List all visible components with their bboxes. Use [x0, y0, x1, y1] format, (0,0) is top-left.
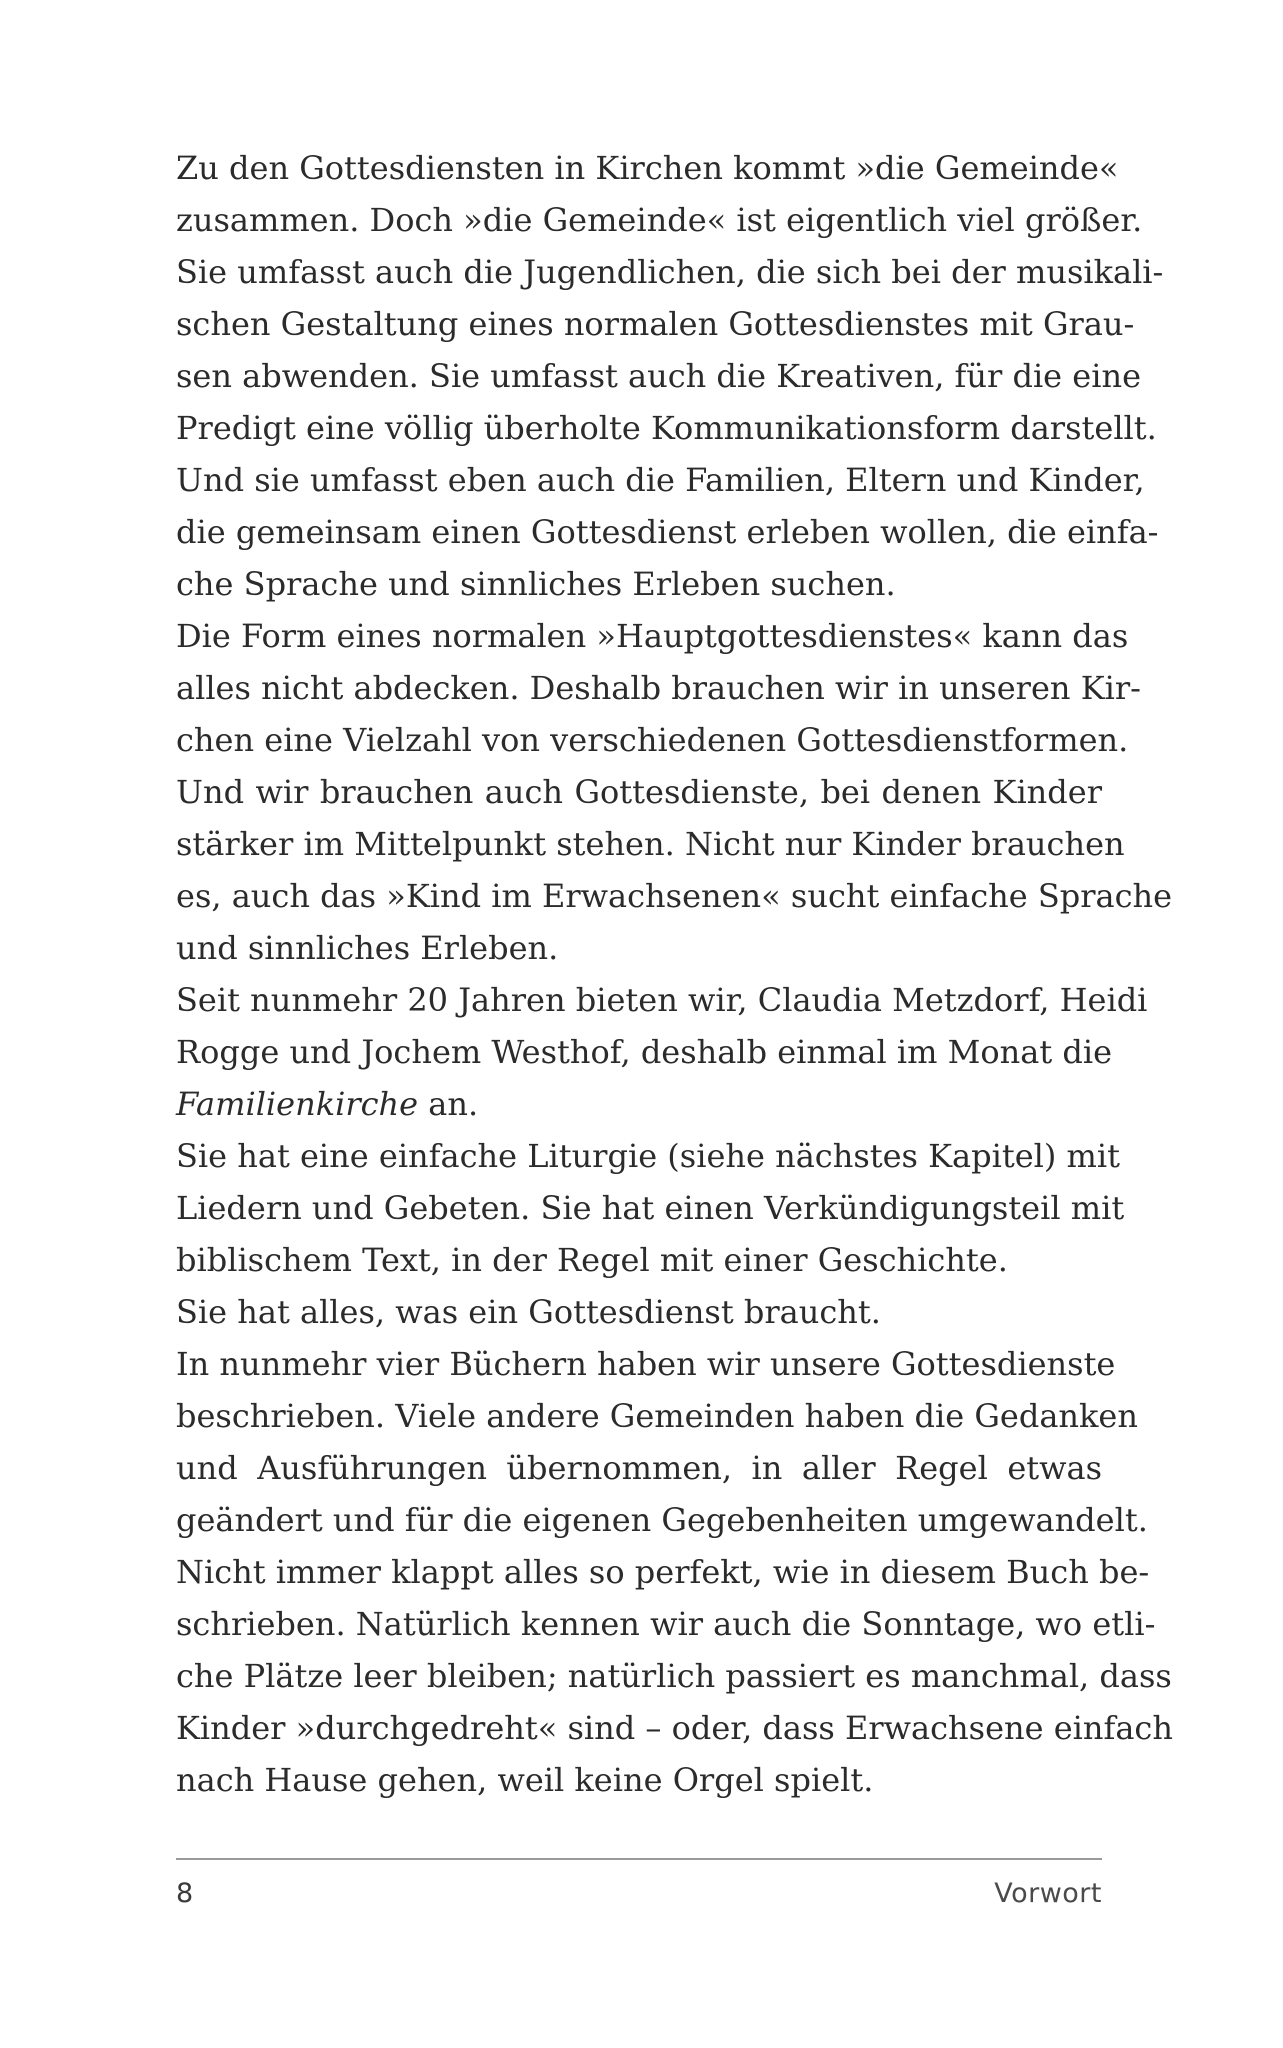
footer-divider	[176, 1858, 1102, 1860]
text-line: schen Gestaltung eines normalen Gottesdienstes mit Grau-	[176, 305, 1135, 343]
text-line: Predigt eine völlig überholte Kommunikationsform darstellt.	[176, 409, 1157, 447]
body-text	[176, 142, 1173, 1806]
text-line: sen abwenden. Sie umfasst auch die Kreativen, für die eine	[176, 357, 1141, 395]
text-line: schrieben. Natürlich kennen wir auch die Sonntage, wo etli-	[176, 1605, 1156, 1643]
text-line: Und wir brauchen auch Gottesdienste, bei denen Kinder	[176, 773, 1102, 811]
text-line: Kinder »durchgedreht« sind – oder, dass Erwachsene einfach	[176, 1709, 1173, 1747]
text-line: und Ausführungen übernommen, in aller Regel etwas	[176, 1449, 1102, 1487]
text-line: zusammen. Doch »die Gemeinde« ist eigentlich viel größer.	[176, 201, 1143, 239]
text-line: Sie umfasst auch die Jugendlichen, die sich bei der musikali-	[176, 253, 1164, 291]
text-line: Seit nunmehr 20 Jahren bieten wir, Claudia Metzdorf, Heidi	[176, 981, 1148, 1019]
section-title: Vorwort	[994, 1878, 1102, 1909]
text-line: nach Hause gehen, weil keine Orgel spielt.	[176, 1761, 874, 1799]
text-line: chen eine Vielzahl von verschiedenen Gottesdienstformen.	[176, 721, 1129, 759]
text-line: und sinnliches Erleben.	[176, 929, 559, 967]
text-line: Die Form eines normalen »Hauptgottesdienstes« kann das	[176, 617, 1129, 655]
text-line: Zu den Gottesdiensten in Kirchen kommt »die Gemeinde«	[176, 149, 1119, 187]
text-line: alles nicht abdecken. Deshalb brauchen wir in unseren Kir-	[176, 669, 1141, 707]
text-fragment: an.	[418, 1085, 479, 1123]
text-line: Nicht immer klappt alles so perfekt, wie in diesem Buch be-	[176, 1553, 1150, 1591]
text-line: es, auch das »Kind im Erwachsenen« sucht einfache Sprache	[176, 877, 1173, 915]
text-line: Sie hat alles, was ein Gottesdienst braucht.	[176, 1293, 881, 1331]
text-line: die gemeinsam einen Gottesdienst erleben wollen, die einfa-	[176, 513, 1159, 551]
text-line: beschrieben. Viele andere Gemeinden haben die Gedanken	[176, 1397, 1138, 1435]
text-line: Liedern und Gebeten. Sie hat einen Verkündigungsteil mit	[176, 1189, 1125, 1227]
text-line: Und sie umfasst eben auch die Familien, Eltern und Kinder,	[176, 461, 1145, 499]
text-line: stärker im Mittelpunkt stehen. Nicht nur Kinder brauchen	[176, 825, 1125, 863]
italic-title: Familienkirche	[176, 1085, 419, 1123]
text-line: In nunmehr vier Büchern haben wir unsere Gottesdienste	[176, 1345, 1116, 1383]
text-line: che Plätze leer bleiben; natürlich passiert es manchmal, dass	[176, 1657, 1172, 1695]
page-number: 8	[176, 1878, 194, 1909]
text-line: Rogge und Jochem Westhof, deshalb einmal im Monat die	[176, 1033, 1112, 1071]
text-line: biblischem Text, in der Regel mit einer Geschichte.	[176, 1241, 1008, 1279]
text-line: geändert und für die eigenen Gegebenheiten umgewandelt.	[176, 1501, 1148, 1539]
text-line	[176, 1078, 1102, 1130]
text-line: che Sprache und sinnliches Erleben suchen.	[176, 565, 896, 603]
text-line: Sie hat eine einfache Liturgie (siehe nächstes Kapitel) mit	[176, 1137, 1120, 1175]
